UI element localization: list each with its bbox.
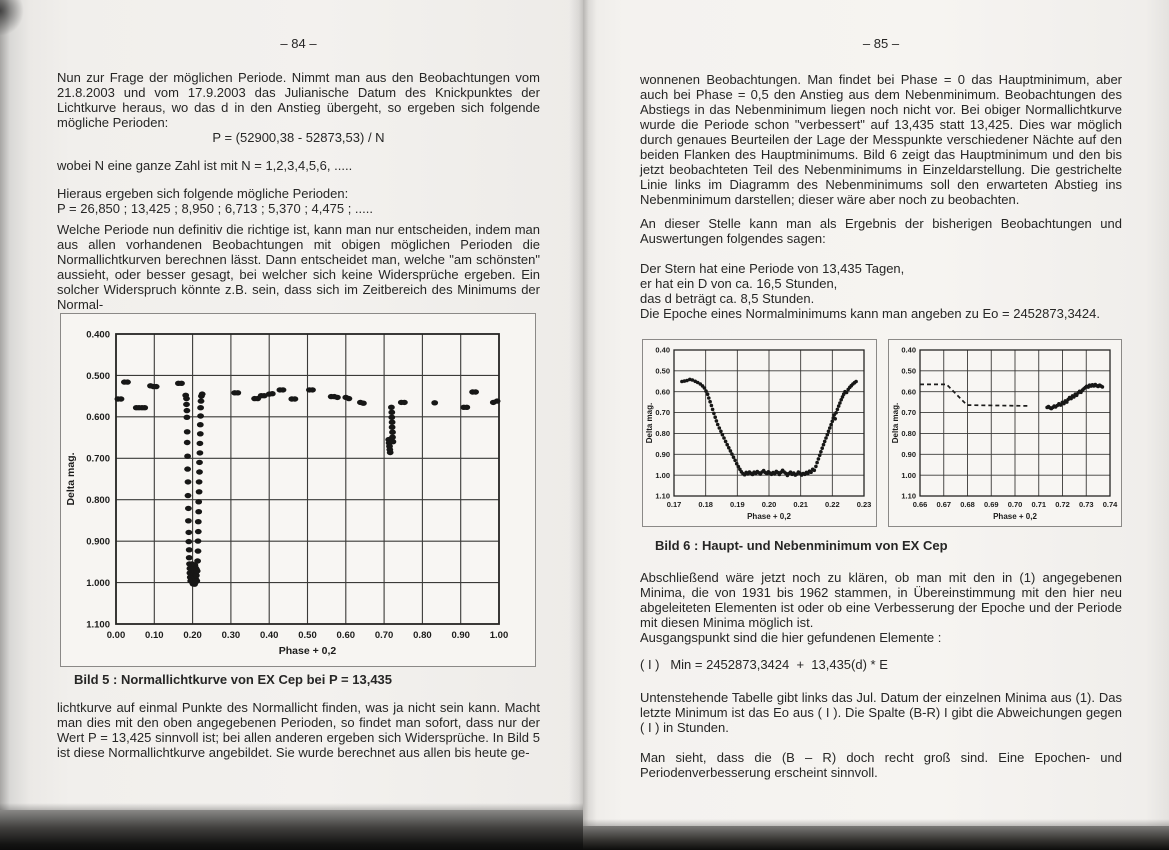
paragraph-b-minus-r: Man sieht, dass die (B – R) doch recht groß sind. Eine Epochen- und Periodenverbesserung erscheint sinnvoll. — [640, 750, 1122, 780]
svg-text:0.18: 0.18 — [698, 500, 713, 509]
svg-text:0.80: 0.80 — [901, 429, 916, 439]
svg-text:0.70: 0.70 — [374, 630, 394, 641]
svg-text:0.72: 0.72 — [1055, 500, 1070, 509]
svg-text:0.67: 0.67 — [936, 500, 952, 509]
svg-text:0.90: 0.90 — [901, 449, 916, 459]
bild6-nebenminimum-scatter — [889, 340, 1121, 526]
svg-text:0.60: 0.60 — [901, 387, 916, 397]
svg-text:1.000: 1.000 — [86, 577, 110, 589]
svg-text:0.19: 0.19 — [730, 500, 745, 509]
paragraph-starting-point: Ausgangspunkt sind die hier gefundenen Elemente : — [640, 630, 942, 645]
paragraph-periods-intro: Nun zur Frage der möglichen Periode. Nimmt man aus den Beobachtungen vom 21.8.2003 und vom 17.9.2003 das Julianische Datum des Knickpunktes der Lichtkurve heraus, wo das d in den Anstieg übergeht, so ergeben sich folgende mögliche Perioden: — [57, 70, 540, 130]
bild6-hauptminimum-scatter — [643, 340, 876, 526]
svg-text:0.50: 0.50 — [901, 366, 916, 376]
page-number-85: – 85 – — [862, 36, 900, 51]
svg-text:0.68: 0.68 — [960, 500, 975, 509]
bild5-scatter-plot — [61, 314, 535, 666]
svg-text:0.73: 0.73 — [1078, 500, 1094, 509]
svg-text:0.10: 0.10 — [145, 630, 164, 641]
svg-text:1.00: 1.00 — [489, 630, 509, 641]
bild5-lightcurve-chart — [60, 313, 536, 667]
svg-text:0.66: 0.66 — [912, 500, 928, 509]
svg-text:0.40: 0.40 — [655, 345, 670, 355]
svg-text:1.10: 1.10 — [901, 491, 916, 501]
paragraph-conclusion-question: Abschließend wäre jetzt noch zu klären, ob man mit den in (1) angegebenen Minima, die von 1931 bis 1962 stammen, in Übereinstimmung mit den hier neu abgeleiteten Elementen ist oder ob eine Verbesserung der Epoche und der Periode mit diesen Minima möglich ist. — [640, 570, 1122, 630]
page-gutter-shadow — [569, 0, 597, 826]
svg-text:1.00: 1.00 — [655, 470, 670, 480]
svg-text:0.20: 0.20 — [183, 630, 202, 641]
result-period: Der Stern hat eine Periode von 13,435 Tagen, — [640, 261, 905, 276]
paragraph-possible-periods-label: Hieraus ergeben sich folgende mögliche Perioden: — [57, 186, 349, 201]
svg-text:0.700: 0.700 — [86, 453, 110, 465]
svg-text:0.80: 0.80 — [413, 630, 432, 641]
svg-text:Delta mag.: Delta mag. — [891, 402, 900, 444]
svg-text:0.900: 0.900 — [86, 536, 110, 548]
svg-text:1.100: 1.100 — [86, 619, 110, 631]
svg-text:0.90: 0.90 — [451, 630, 470, 641]
svg-text:0.17: 0.17 — [666, 500, 682, 509]
svg-text:0.69: 0.69 — [983, 500, 999, 509]
svg-text:0.60: 0.60 — [655, 387, 670, 397]
svg-text:Delta mag.: Delta mag. — [65, 452, 77, 506]
bild6-caption: Bild 6 : Haupt- und Nebenminimum von EX Cep — [655, 538, 948, 553]
svg-text:Phase + 0,2: Phase + 0,2 — [278, 645, 337, 657]
svg-text:0.800: 0.800 — [86, 495, 110, 507]
svg-text:0.70: 0.70 — [901, 408, 916, 418]
scan-artifact — [0, 0, 24, 36]
svg-text:0.00: 0.00 — [106, 630, 126, 641]
svg-text:Phase + 0,2: Phase + 0,2 — [747, 512, 791, 521]
svg-text:0.22: 0.22 — [825, 500, 840, 509]
svg-text:1.00: 1.00 — [901, 470, 916, 480]
svg-text:0.40: 0.40 — [259, 630, 279, 641]
paragraph-table-intro: Untenstehende Tabelle gibt links das Jul. Datum der einzelnen Minima aus (1). Das letzte Minimum ist das Eo aus ( I ). Die Spalte (B-R) I gibt die Abweichungen gegen ( I ) in Stunden. — [640, 690, 1122, 735]
svg-text:0.40: 0.40 — [901, 345, 916, 355]
page-number-84: – 84 – — [280, 36, 317, 51]
svg-text:0.600: 0.600 — [86, 412, 110, 424]
svg-text:Delta mag.: Delta mag. — [645, 402, 654, 444]
formula-ephemeris: ( I ) Min = 2452873,3424 + 13,435(d) * E — [640, 657, 888, 672]
paragraph-which-period: Welche Periode nun definitiv die richtige ist, kann man nur entscheiden, indem man aus allen vorhandenen Beobachtungen mit obigen möglichen Perioden die Normallichtkurven berechnen lässt. Dann entscheidet man, welche "am schönsten" aussieht, oder besser gesagt, bei welcher sich keine Widersprüche ergeben. Ein solcher Widerspruch könnte z.B. sein, dass sich im Zeitbereich des Minimums der Normal- — [57, 222, 540, 312]
svg-text:0.30: 0.30 — [221, 630, 241, 641]
svg-text:0.74: 0.74 — [1102, 500, 1118, 509]
svg-text:Phase + 0,2: Phase + 0,2 — [993, 512, 1037, 521]
svg-text:0.50: 0.50 — [298, 630, 317, 641]
svg-text:1.10: 1.10 — [655, 491, 670, 501]
svg-text:0.80: 0.80 — [655, 429, 670, 439]
results-block — [640, 261, 1122, 321]
paragraph-n-integer: wobei N eine ganze Zahl ist mit N = 1,2,3,4,5,6, ..... — [57, 158, 353, 173]
result-duration-D: er hat ein D von ca. 16,5 Stunden, — [640, 276, 838, 291]
bild5-caption: Bild 5 : Normallichtkurve von EX Cep bei P = 13,435 — [74, 672, 393, 687]
svg-text:0.70: 0.70 — [1007, 500, 1023, 509]
svg-text:0.70: 0.70 — [655, 408, 670, 418]
scan-bottom-shadow-right — [583, 826, 1169, 850]
svg-text:0.21: 0.21 — [793, 500, 808, 509]
paragraph-lightcurve-result: lichtkurve auf einmal Punkte des Normallicht finden, was ja nicht sein kann. Macht man dies mit den oben angegebenen Perioden, so findet man sofort, dass nur der Wert P = 13,425 sinnvoll ist; bei allen anderen ergeben sich Widersprüche. In Bild 5 ist diese Normallichtkurve angebildet. Sie wurde berechnet aus allen bis heute ge- — [57, 700, 540, 760]
svg-text:0.90: 0.90 — [655, 449, 670, 459]
formula-period: P = (52900,38 - 52873,53) / N — [212, 130, 385, 145]
svg-text:0.60: 0.60 — [336, 630, 356, 641]
svg-text:0.400: 0.400 — [86, 329, 110, 341]
result-epoch: Die Epoche eines Normalminimums kann man angeben zu Eo = 2452873,3424. — [640, 306, 1100, 321]
bild6-nebenminimum-chart — [888, 339, 1122, 527]
possible-periods-values: P = 26,850 ; 13,425 ; 8,950 ; 6,713 ; 5,370 ; 4,475 ; ..... — [57, 201, 373, 216]
paragraph-results-intro: An dieser Stelle kann man als Ergebnis der bisherigen Beobachtungen und Auswertungen folgendes sagen: — [640, 216, 1122, 246]
svg-text:0.71: 0.71 — [1031, 500, 1047, 509]
svg-text:0.500: 0.500 — [86, 370, 110, 382]
svg-text:0.20: 0.20 — [761, 500, 777, 509]
paragraph-observations: wonnenen Beobachtungen. Man findet bei Phase = 0 das Hauptminimum, aber auch bei Phase = 0,5 den Anstieg aus dem Nebenminimum. Beobachtungen des Abstiegs in das Nebenminimum liegen noch nicht vor. Bei obiger Normallichtkurve wurde die Periode schon "verbessert" auf 13,435 statt 13,425. Dies war möglich durch genaues Beurteilen der Lage der Messpunkte verschiedener Nächte auf den beiden Flanken des Hauptminimums. Bild 6 zeigt das Hauptminimum und den bis jetzt beobachteten Teil des Nebenminimums in Einzeldarstellung. Die gestrichelte Linie links im Diagramm des Nebenminimums soll den erwarteten Abstieg ins Nebenminimum darstellen; dieser wäre aber noch zu beobachten. — [640, 72, 1122, 207]
bild6-hauptminimum-chart — [642, 339, 877, 527]
svg-text:0.50: 0.50 — [655, 366, 670, 376]
result-duration-d: das d beträgt ca. 8,5 Stunden. — [640, 291, 815, 306]
svg-text:0.23: 0.23 — [856, 500, 872, 509]
scan-bottom-shadow-left — [0, 810, 583, 850]
